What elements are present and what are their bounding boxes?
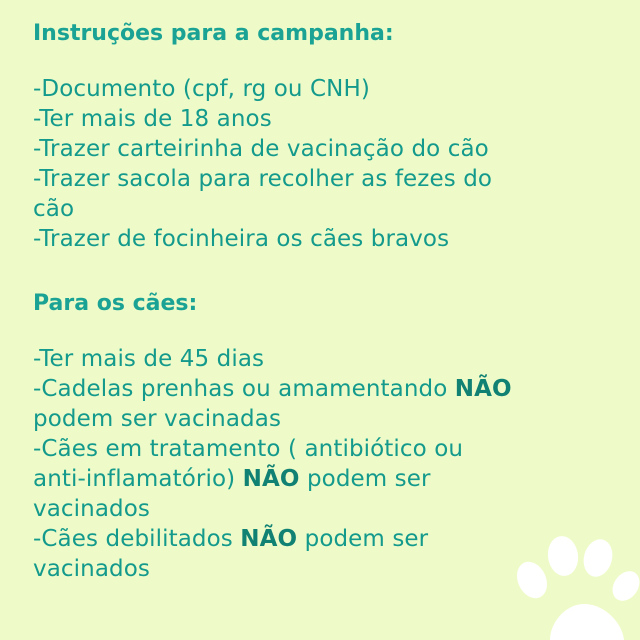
requirement-item-treatment-continued: [33, 464, 613, 494]
requirement-item-weakened-end: vacinados: [33, 556, 150, 582]
negation-emphasis: NÃO: [454, 376, 512, 402]
instruction-item-age: -Ter mais de 18 anos: [33, 106, 272, 132]
requirement-item-pregnant-continued: podem ser vacinadas: [33, 406, 282, 432]
instruction-item-vaccination-card: -Trazer carteirinha de vacinação do cão: [33, 136, 489, 162]
requirement-text: anti-inflamatório): [33, 466, 243, 492]
paw-toe-left: [511, 557, 552, 603]
instruction-item-muzzle: -Trazer de focinheira os cães bravos: [33, 226, 450, 252]
requirement-item-age: -Ter mais de 45 dias: [33, 346, 265, 372]
paw-toe-far-right: [607, 566, 640, 606]
instructions-card: [33, 14, 613, 584]
negation-emphasis: NÃO: [242, 466, 300, 492]
spacer: [33, 254, 613, 284]
spacer: [33, 324, 613, 344]
paw-toe-center: [545, 534, 580, 578]
paw-print-icon: [510, 530, 640, 640]
instruction-item-bag: -Trazer sacola para recolher as fezes do: [33, 166, 493, 192]
requirement-item-treatment-end: vacinados: [33, 496, 150, 522]
negation-emphasis: NÃO: [240, 526, 298, 552]
requirement-text: -Cães debilitados: [33, 526, 241, 552]
requirement-text: -Cadelas prenhas ou amamentando: [33, 376, 455, 402]
instruction-item-bag-continued: cão: [33, 196, 75, 222]
spacer: [33, 54, 613, 74]
campaign-instructions-heading: Instruções para a campanha:: [33, 21, 394, 46]
dogs-requirements-heading: Para os cães:: [33, 291, 198, 316]
campaign-instructions-list: [33, 74, 613, 254]
paw-pad: [550, 604, 624, 640]
instruction-item-document: -Documento (cpf, rg ou CNH): [33, 76, 370, 102]
requirement-item-pregnant: [33, 374, 613, 404]
requirement-text: podem ser: [299, 466, 431, 492]
requirement-item-treatment: -Cães em tratamento ( antibiótico ou: [33, 436, 464, 462]
requirement-text: podem ser: [297, 526, 429, 552]
paw-toe-right: [580, 536, 617, 580]
